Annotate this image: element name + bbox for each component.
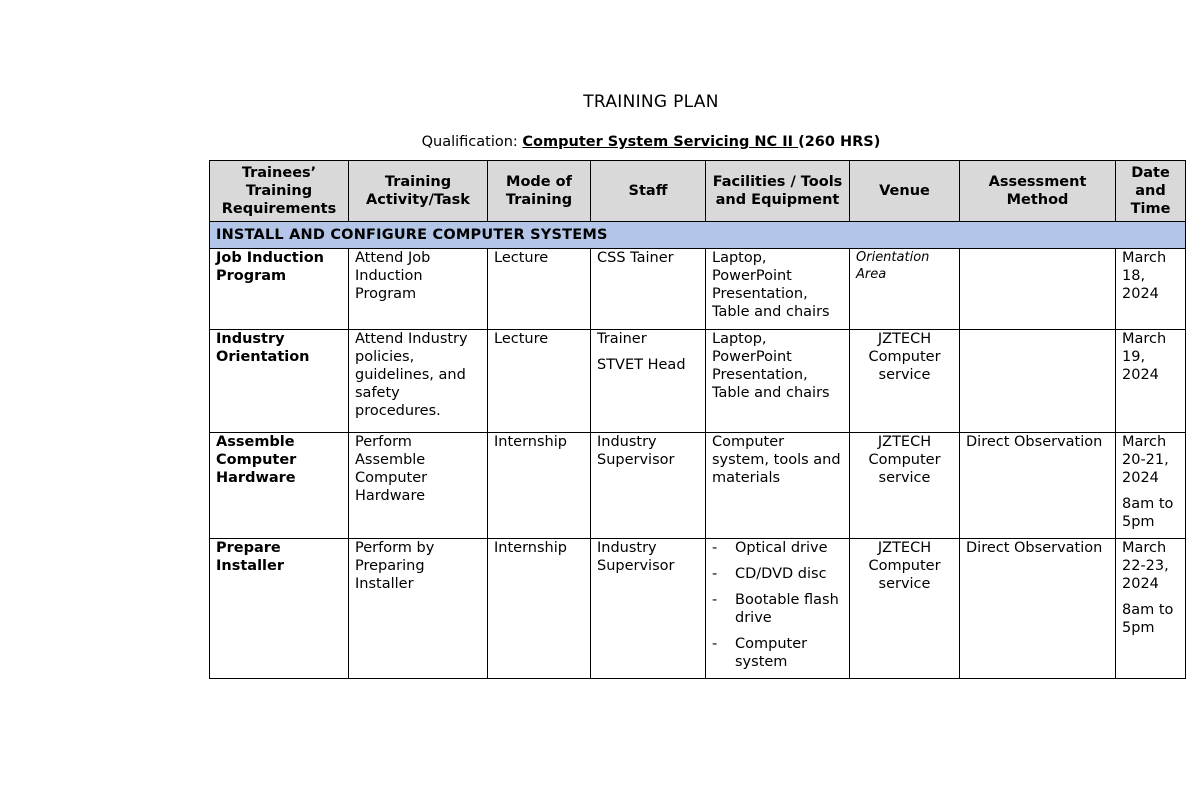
cell-activity: Attend Industry policies, guidelines, and safety procedures.	[349, 330, 488, 433]
cell-assessment: Direct Observation	[960, 433, 1116, 539]
dash-bullet-icon: -	[712, 566, 718, 582]
cell-activity: Perform by Preparing Installer	[349, 539, 488, 679]
cell-staff	[591, 433, 706, 539]
list-item-label: CD/DVD disc	[735, 566, 827, 582]
date-line: March 18, 2024	[1122, 250, 1167, 302]
list-item-label: Computer system	[735, 636, 808, 670]
header-staff: Staff	[591, 161, 706, 222]
cell-activity: Perform Assemble Computer Hardware	[349, 433, 488, 539]
header-activity: Training Activity/Task	[349, 161, 488, 222]
cell-venue: JZTECH Computer service	[850, 539, 960, 679]
table-row	[210, 330, 1186, 433]
cell-date	[1116, 539, 1186, 679]
staff-line: Trainer	[597, 331, 647, 347]
qualification-line	[0, 134, 1200, 150]
date-line: March 19, 2024	[1122, 331, 1167, 383]
cell-requirement: Job Induction Program	[210, 249, 349, 330]
cell-date	[1116, 330, 1186, 433]
cell-staff	[591, 330, 706, 433]
cell-activity: Attend Job Induction Program	[349, 249, 488, 330]
cell-facilities: Laptop, PowerPoint Presentation, Table and chairs	[706, 249, 850, 330]
document-title: TRAINING PLAN	[583, 92, 719, 112]
cell-date	[1116, 433, 1186, 539]
section-title: INSTALL AND CONFIGURE COMPUTER SYSTEMS	[210, 222, 1186, 249]
dash-bullet-icon: -	[712, 636, 718, 652]
table-row	[210, 433, 1186, 539]
facilities-list	[712, 539, 843, 671]
cell-assessment: Direct Observation	[960, 539, 1116, 679]
cell-requirement: Prepare Installer	[210, 539, 349, 679]
header-date: Date and Time	[1116, 161, 1186, 222]
dash-bullet-icon: -	[712, 592, 718, 608]
list-item-label: Optical drive	[735, 540, 828, 556]
time-line: 8am to 5pm	[1122, 496, 1174, 530]
staff-line: CSS Tainer	[597, 250, 674, 266]
qualification-hours: (260 HRS)	[798, 134, 881, 150]
cell-facilities	[706, 539, 850, 679]
header-facilities: Facilities / Tools and Equipment	[706, 161, 850, 222]
list-item-label: Bootable flash drive	[735, 592, 839, 626]
dash-bullet-icon: -	[712, 540, 718, 556]
date-line: March 20-21, 2024	[1122, 434, 1169, 486]
list-item	[712, 591, 843, 627]
cell-mode: Lecture	[488, 249, 591, 330]
cell-venue: JZTECH Computer service	[850, 330, 960, 433]
header-requirements: Trainees’ Training Requirements	[210, 161, 349, 222]
qualification-label: Qualification:	[421, 134, 523, 150]
header-mode: Mode of Training	[488, 161, 591, 222]
list-item	[712, 565, 843, 583]
cell-requirement: Industry Orientation	[210, 330, 349, 433]
time-line: 8am to 5pm	[1122, 602, 1174, 636]
staff-line: Industry Supervisor	[597, 540, 675, 574]
staff-line: Industry Supervisor	[597, 434, 675, 468]
cell-mode: Lecture	[488, 330, 591, 433]
cell-date	[1116, 249, 1186, 330]
table-row	[210, 539, 1186, 679]
cell-staff	[591, 249, 706, 330]
cell-venue: JZTECH Computer service	[850, 433, 960, 539]
cell-mode: Internship	[488, 433, 591, 539]
table-row	[210, 249, 1186, 330]
cell-staff	[591, 539, 706, 679]
list-item	[712, 635, 843, 671]
section-row	[210, 222, 1186, 249]
date-line: March 22-23, 2024	[1122, 540, 1169, 592]
cell-requirement: Assemble Computer Hardware	[210, 433, 349, 539]
cell-facilities: Computer system, tools and materials	[706, 433, 850, 539]
cell-mode: Internship	[488, 539, 591, 679]
header-assessment: Assessment Method	[960, 161, 1116, 222]
qualification-course: Computer System Servicing NC II	[522, 134, 799, 150]
header-venue: Venue	[850, 161, 960, 222]
table-header-row	[210, 161, 1186, 222]
list-item	[712, 539, 843, 557]
cell-assessment	[960, 330, 1116, 433]
staff-line: STVET Head	[597, 357, 686, 373]
cell-venue: Orientation Area	[850, 249, 960, 330]
cell-assessment	[960, 249, 1116, 330]
cell-facilities: Laptop, PowerPoint Presentation, Table and chairs	[706, 330, 850, 433]
training-plan-table	[209, 160, 1186, 679]
